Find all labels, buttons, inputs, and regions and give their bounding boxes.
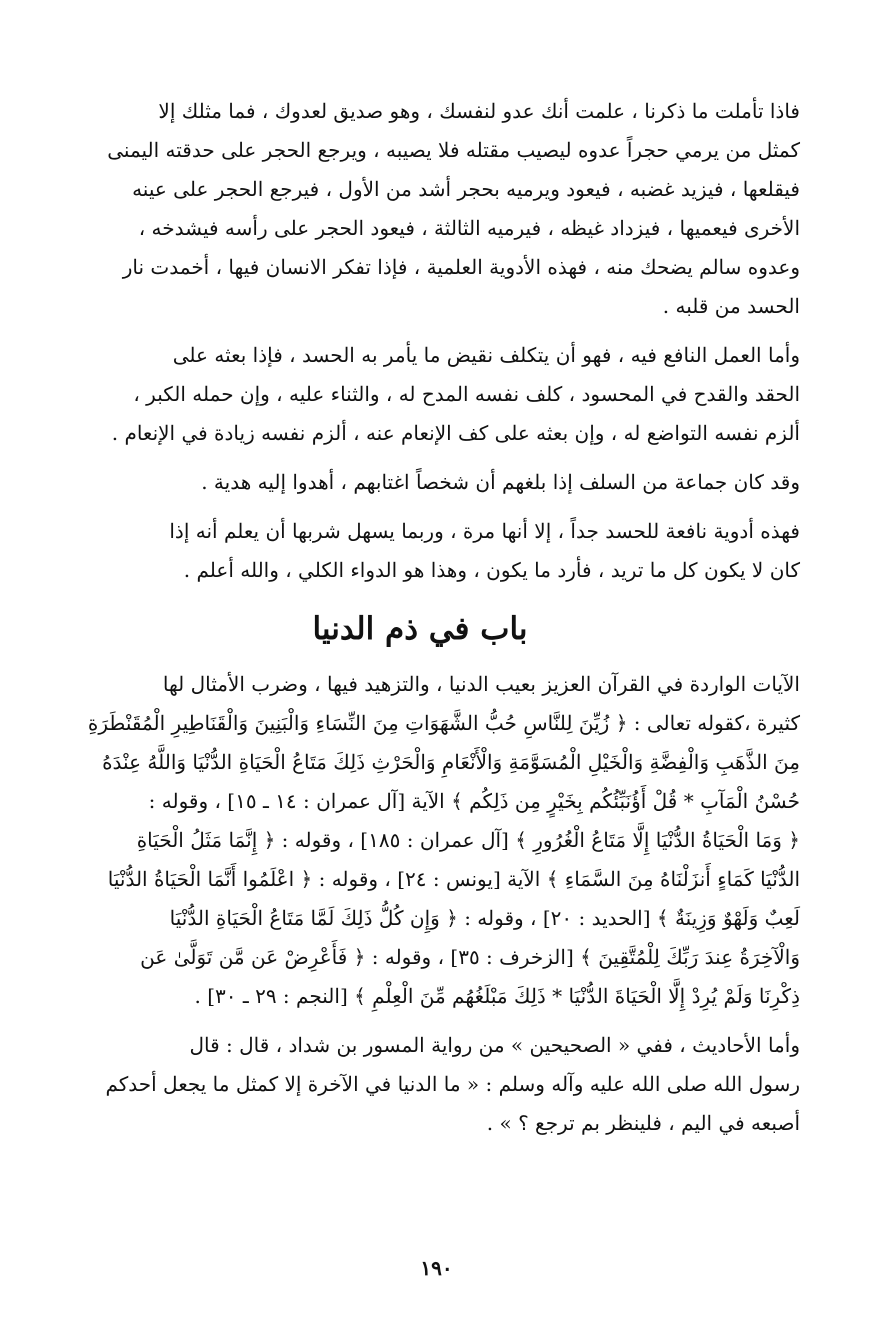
text-line: كمثل من يرمي حجراً عدوه ليصيب مقتله فلا يصيبه ، ويرجع الحجر على حدقته اليمنى <box>107 138 800 162</box>
text-line: وأما الأحاديث ، ففي « الصحيحين » من رواية المسور بن شداد ، قال : قال <box>189 1033 800 1058</box>
paragraph <box>40 463 800 502</box>
text-line: كان لا يكون كل ما تريد ، فأرد ما يكون ، وهذا هو الدواء الكلي ، والله أعلم . <box>183 558 800 582</box>
text-line: الدُّنْيَا كَمَاءٍ أَنزَلْنَاهُ مِنَ السَّمَاءِ ﴾ الآية [يونس : ٢٤] ، وقوله : ﴿ اعْلَمُوا أَنَّمَا الْحَيَاةُ الدُّنْيَا <box>107 867 800 892</box>
text-line: فيقلعها ، فيزيد غضبه ، فيعود ويرميه بحجر أشد من الأول ، فيرجع الحجر على عينه <box>132 177 800 201</box>
text-line: وعدوه سالم يضحك منه ، فهذه الأدوية العلمية ، فإذا تفكر الانسان فيها ، أخمدت نار <box>122 255 800 279</box>
chapter-title: باب في ذم الدنيا <box>312 611 528 647</box>
text-line: الحقد والقدح في المحسود ، كلف نفسه المدح له ، والثناء عليه ، وإن حمله الكبر ، <box>133 382 800 406</box>
text-line: الأخرى فيعميها ، فيزداد غيظه ، فيرميه الثالثة ، فيعود الحجر على رأسه فيشدخه ، <box>138 216 800 240</box>
text-line: فهذه أدوية نافعة للحسد جداً ، إلا أنها مرة ، وربما يسهل شربها أن يعلم أنه إذا <box>169 519 800 543</box>
text-line: وَالْآخِرَةُ عِندَ رَبِّكَ لِلْمُتَّقِينَ ﴾ [الزخرف : ٣٥] ، وقوله : ﴿ فَأَعْرِضْ عَن مَّن تَوَلَّىٰ عَن <box>140 945 800 970</box>
text-line: أصبعه في اليم ، فلينظر بم ترجع ؟ » . <box>486 1111 800 1136</box>
text-line: الحسد من قلبه . <box>662 294 800 318</box>
bottom-text-section <box>40 665 800 1143</box>
text-line: حُسْنُ الْمَآبِ * قُلْ أَؤُنَبِّئُكُم بِخَيْرٍ مِن ذَلِكُم ﴾ الآية [آل عمران : ١٤ ـ ١٥] ، وقوله : <box>148 789 800 814</box>
text-line: وأما العمل النافع فيه ، فهو أن يتكلف نقيض ما يأمر به الحسد ، فإذا بعثه على <box>172 343 800 367</box>
page-body <box>40 92 800 1149</box>
text-line: لَعِبٌ وَلَهْوٌ وَزِينَةٌ ﴾ [الحديد : ٢٠] ، وقوله : ﴿ وَإِن كُلُّ ذَلِكَ لَمَّا مَتَاعُ الْحَيَاةِ الدُّنْيَا <box>169 906 800 931</box>
text-line: ذِكْرِنَا وَلَمْ يُرِدْ إِلَّا الْحَيَاةَ الدُّنْيَا * ذَلِكَ مَبْلَغُهُم مِّنَ الْعِلْمِ ﴾ [النجم : ٢٩ ـ ٣٠] . <box>194 984 800 1009</box>
paragraph <box>40 665 800 1016</box>
paragraph <box>40 1026 800 1143</box>
paragraph <box>40 92 800 326</box>
top-text-section <box>40 92 800 590</box>
paragraph <box>40 336 800 453</box>
paragraph <box>40 512 800 590</box>
text-line: الآيات الواردة في القرآن العزيز بعيب الدنيا ، والتزهيد فيها ، وضرب الأمثال لها <box>162 672 800 697</box>
text-line: فاذا تأملت ما ذكرنا ، علمت أنك عدو لنفسك ، وهو صديق لعدوك ، فما مثلك إلا <box>158 99 800 123</box>
text-line: كثيرة ،كقوله تعالى : ﴿ زُيِّنَ لِلنَّاسِ حُبُّ الشَّهَوَاتِ مِنَ النِّسَاءِ وَالْبَنِينَ وَالْقَنَاطِيرِ الْمُقَنْطَرَةِ <box>87 711 800 736</box>
text-line: رسول الله صلى الله عليه وآله وسلم : « ما الدنيا في الآخرة إلا كمثل ما يجعل أحدكم <box>105 1072 800 1097</box>
text-line: وقد كان جماعة من السلف إذا بلغهم أن شخصاً اغتابهم ، أهدوا إليه هدية . <box>201 470 800 494</box>
text-line: مِنَ الذَّهَبِ وَالْفِضَّةِ وَالْخَيْلِ الْمُسَوَّمَةِ وَالْأَنْعَامِ وَالْحَرْثِ ذَلِكَ مَتَاعُ الْحَيَاةِ الدُّنْيَا وَاللَّهُ عِنْدَهُ <box>102 750 800 775</box>
text-line: ألزم نفسه التواضع له ، وإن بعثه على كف الإنعام عنه ، ألزم نفسه زيادة في الإنعام . <box>111 421 800 445</box>
page-number: ١٩٠ <box>420 1256 453 1280</box>
text-line: ﴿ وَمَا الْحَيَاةُ الدُّنْيَا إِلَّا مَتَاعُ الْغُرُورِ ﴾ [آل عمران : ١٨٥] ، وقوله : ﴿ إِنَّمَا مَثَلُ الْحَيَاةِ <box>136 828 800 853</box>
